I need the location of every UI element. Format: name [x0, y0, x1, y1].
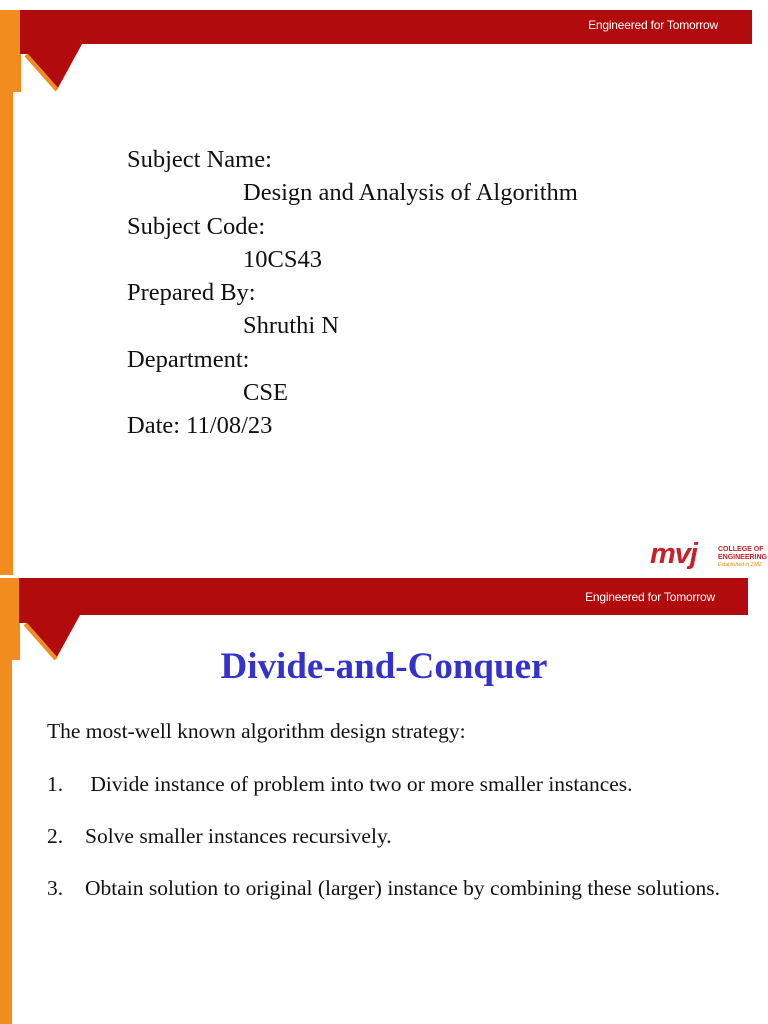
header-tagline: Engineered for Tomorrow	[588, 18, 718, 32]
prepared-by-value: Shruthi N	[243, 312, 339, 340]
department-value: CSE	[243, 379, 288, 407]
list-item	[47, 873, 745, 903]
list-number: 2.	[47, 824, 64, 848]
subject-name-label: Subject Name:	[127, 146, 272, 173]
list-text: Solve smaller instances recursively.	[85, 824, 392, 848]
logo-subtext	[718, 546, 767, 569]
content-slide	[0, 575, 768, 1024]
subject-code-label: Subject Code:	[127, 212, 266, 240]
date-line: Date: 11/08/23	[127, 412, 273, 440]
list-item	[47, 821, 745, 851]
list-text: Divide instance of problem into two or more smaller instances.	[85, 772, 633, 796]
logo-mark: mvj	[650, 538, 697, 570]
logo-line-1: COLLEGE OF	[718, 546, 764, 553]
list-text: Obtain solution to original (larger) instance by combining these solutions.	[85, 876, 720, 900]
subject-info	[127, 143, 578, 443]
header-tagline: Engineered for Tomorrow	[585, 590, 715, 604]
subject-code-value: 10CS43	[243, 245, 322, 273]
list-item	[47, 769, 745, 799]
slide-title: Divide-and-Conquer	[220, 646, 548, 687]
list-number: 1.	[47, 772, 64, 796]
subject-name-value: Design and Analysis of Algorithm	[243, 179, 578, 207]
prepared-by-label: Prepared By:	[127, 279, 256, 307]
steps-list	[47, 769, 745, 925]
list-number: 3.	[47, 876, 64, 900]
logo-line-3: Established in 1982	[718, 562, 762, 568]
logo-line-2: ENGINEERING	[718, 554, 768, 561]
department-label: Department:	[127, 345, 250, 373]
intro-text: The most-well known algorithm design strategy:	[47, 719, 466, 743]
